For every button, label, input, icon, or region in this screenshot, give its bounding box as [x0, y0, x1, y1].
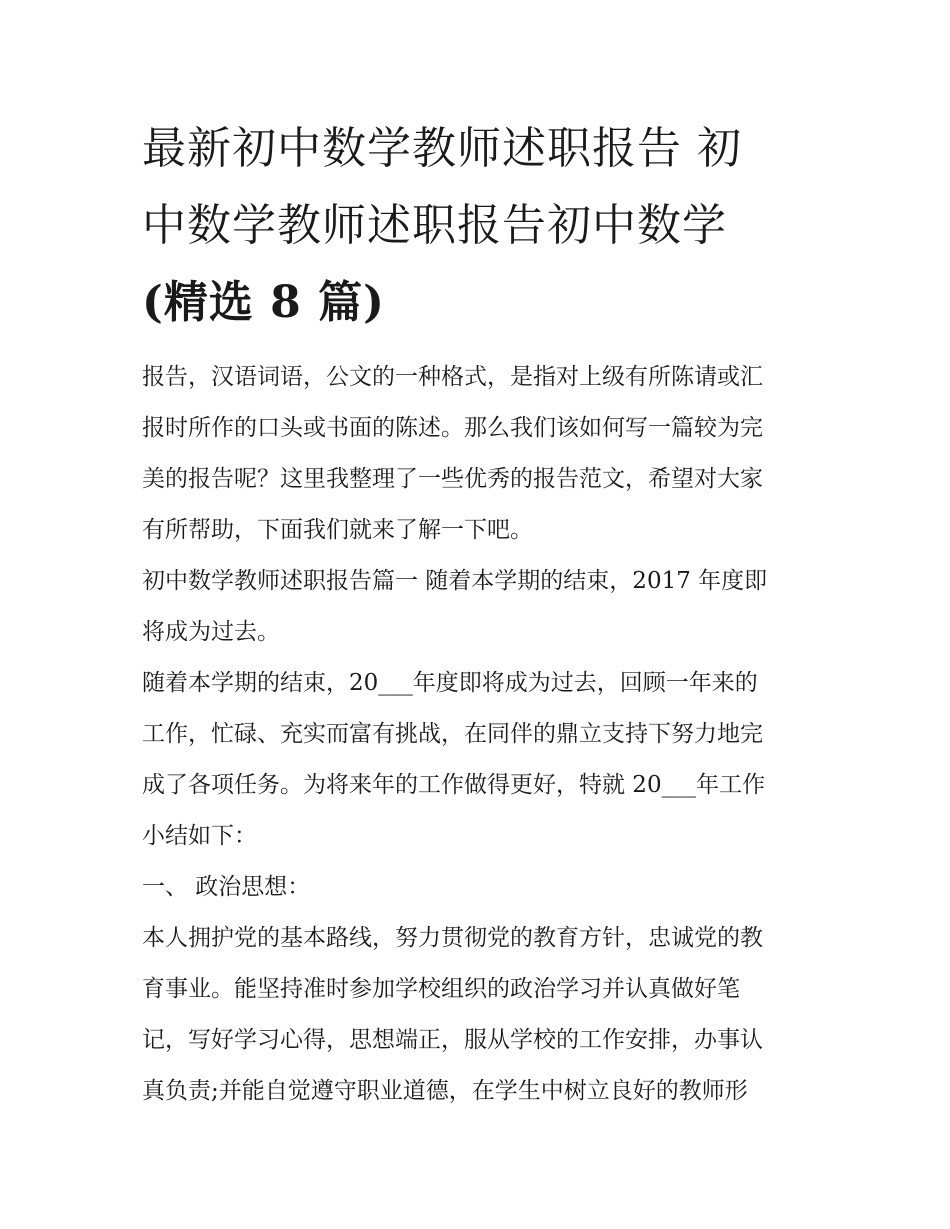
body-line: 小结如下：	[142, 823, 257, 849]
body-line: 初中数学教师述职报告篇一 随着本学期的结束，2017 年度即	[142, 568, 768, 594]
title-line: 最新初中数学教师述职报告 初	[142, 123, 742, 174]
title-line: 中数学教师述职报告初中数学	[142, 200, 727, 251]
title-line: (精选 8 篇)	[142, 277, 385, 328]
body-line: 真负责;并能自觉遵守职业道德，在学生中树立良好的教师形	[142, 1078, 748, 1104]
body-line: 报告，汉语词语，公文的一种格式，是指对上级有所陈请或汇	[142, 364, 763, 390]
body-line: 随着本学期的结束，20___年度即将成为过去，回顾一年来的	[142, 670, 758, 696]
body-line: 成了各项任务。为将来年的工作做得更好，特就 20___年工作	[142, 772, 766, 798]
document-title	[142, 110, 842, 341]
body-line: 将成为过去。	[142, 619, 280, 645]
body-line: 有所帮助，下面我们就来了解一下吧。	[142, 517, 533, 543]
body-line: 美的报告呢？这里我整理了一些优秀的报告范文，希望对大家	[142, 466, 763, 492]
body-line: 育事业。能坚持准时参加学校组织的政治学习并认真做好笔	[142, 976, 740, 1002]
section-heading: 一、 政治思想：	[142, 874, 311, 900]
body-line: 本人拥护党的基本路线，努力贯彻党的教育方针，忠诚党的教	[142, 925, 763, 951]
body-line: 工作，忙碌、充实而富有挑战，在同伴的鼎立支持下努力地完	[142, 721, 763, 747]
document-body	[142, 352, 832, 1117]
body-line: 报时所作的口头或书面的陈述。那么我们该如何写一篇较为完	[142, 415, 763, 441]
body-line: 记，写好学习心得，思想端正，服从学校的工作安排，办事认	[142, 1027, 763, 1053]
